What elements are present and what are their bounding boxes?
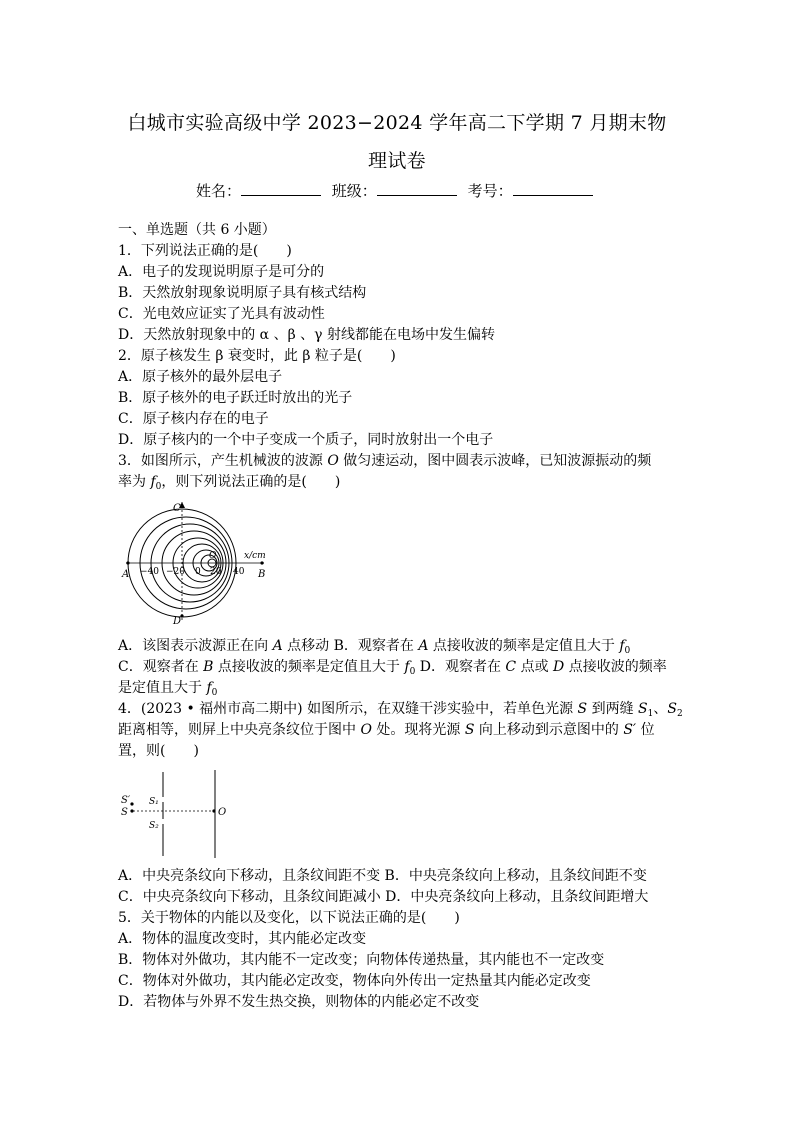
point-o <box>212 809 215 812</box>
source-s <box>130 809 133 812</box>
q3-options-line1: A．该图表示波源正在向 A 点移动 B．观察者在 A 点接收波的频率是定值且大于 $f_0$ <box>118 638 631 656</box>
student-info-row <box>196 180 599 201</box>
name-label: 姓名： <box>196 182 242 200</box>
q2-option-d: D．原子核内的一个中子变成一个质子，同时放射出一个电子 <box>118 432 494 448</box>
label-c: C <box>173 503 181 514</box>
q2-option-c: C．原子核内存在的电子 <box>118 411 269 427</box>
class-blank <box>377 181 457 196</box>
exam-no-blank <box>513 181 593 196</box>
tick-label: 20 <box>210 567 222 577</box>
q2-option-b: B．原子核外的电子跃迁时放出的光子 <box>118 390 353 406</box>
name-blank <box>241 181 321 196</box>
q5-option-a: A．物体的温度改变时，其内能必定改变 <box>118 931 367 947</box>
tick-label: 40 <box>233 567 245 577</box>
label-o: O <box>209 551 217 561</box>
point-a <box>126 561 129 564</box>
q2-stem: 2．原子核发生 β 衰变时，此 β 粒子是( ) <box>118 348 396 364</box>
tick-label: −20 <box>166 567 185 577</box>
label-s1: S₁ <box>149 797 159 807</box>
label-s-prime: S′ <box>121 795 131 806</box>
q3-doppler-figure <box>112 500 282 630</box>
section-heading: 一、单选题（共 6 小题） <box>118 222 276 238</box>
label-o: O <box>218 807 227 818</box>
class-label: 班级： <box>331 182 377 200</box>
q5-stem: 5．关于物体的内能以及变化，以下说法正确的是( ) <box>118 910 460 926</box>
tick-label: 0 <box>195 567 201 577</box>
q4-stem-line2: 距离相等，则屏上中央亮条纹位于图中 O 处。现将光源 S 向上移动到示意图中的 S′ 位 <box>118 722 655 738</box>
q1-option-c: C．光电效应证实了光具有波动性 <box>118 306 325 322</box>
label-a: A <box>122 569 130 580</box>
label-s: S <box>121 807 128 818</box>
q5-option-c: C．物体对外做功，其内能必定改变，物体向外传出一定热量其内能必定改变 <box>118 973 591 989</box>
exam-title-line1: 白城市实验高级中学 2023−2024 学年高二下学期 7 月期末物 <box>127 112 667 134</box>
q1-option-a: A．电子的发现说明原子是可分的 <box>118 264 325 280</box>
point-b <box>260 561 263 564</box>
q4-stem-line3: 置，则( ) <box>118 743 199 759</box>
q3-options-line2: C．观察者在 B 点接收波的频率是定值且大于 $f_0$ D．观察者在 C 点或 D 点接收波的频率 <box>118 659 667 677</box>
exam-title-line2: 理试卷 <box>368 150 426 172</box>
q1-option-d: D．天然放射现象中的 α 、β 、γ 射线都能在电场中发生偏转 <box>118 327 495 343</box>
q4-double-slit-figure <box>115 768 235 860</box>
q2-option-a: A．原子核外的最外层电子 <box>118 369 283 385</box>
q1-option-b: B．天然放射现象说明原子具有核式结构 <box>118 285 367 301</box>
tick-label: −40 <box>140 567 159 577</box>
q3-stem-line1: 3．如图所示，产生机械波的波源 O 做匀速运动，图中圆表示波峰，已知波源振动的频 <box>118 453 652 469</box>
q5-option-b: B．物体对外做功，其内能不一定改变；向物体传递热量，其内能也不一定改变 <box>118 952 605 968</box>
q3-stem-line2: 率为 $f_0$，则下列说法正确的是( ) <box>118 474 341 492</box>
q3-options-line3: 是定值且大于 $f_0$ <box>118 680 218 698</box>
label-b: B <box>258 569 266 580</box>
q5-option-d: D．若物体与外界不发生热交换，则物体的内能必定不改变 <box>118 994 480 1010</box>
source-s-prime <box>130 802 133 805</box>
q4-stem-line1: 4．(2023 • 福州市高二期中) 如图所示，在双缝干涉实验中，若单色光源 S 到两缝 $S_1$、$S_2$ <box>118 701 683 719</box>
q4-options-line1: A．中央亮条纹向下移动，且条纹间距不变 B．中央亮条纹向上移动，且条纹间距不变 <box>118 868 647 884</box>
exam-no-label: 考号： <box>467 182 513 200</box>
axis-unit-label: x/cm <box>244 551 266 561</box>
label-d: D <box>173 616 182 627</box>
q4-options-line2: C．中央亮条纹向下移动，且条纹间距减小 D．中央亮条纹向上移动，且条纹间距增大 <box>118 889 649 905</box>
q1-stem: 1．下列说法正确的是( ) <box>118 243 292 259</box>
label-s2: S₂ <box>149 821 159 831</box>
